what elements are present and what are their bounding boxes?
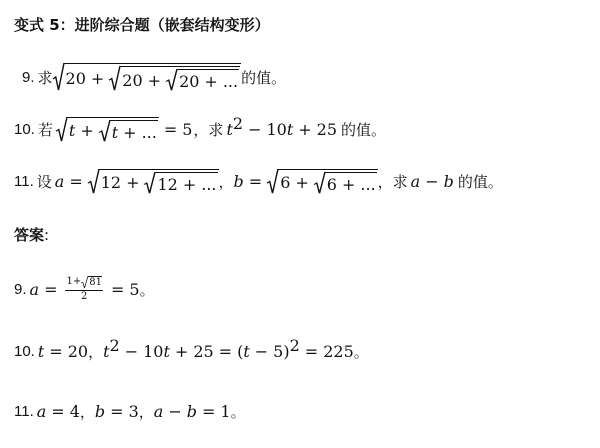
answer-10: 10. t = 20 ， t $^2$ − 10 t + 25 = ( t − 5 ) $^2$ = 225 。 bbox=[14, 335, 369, 361]
radical-sign-icon bbox=[53, 63, 64, 91]
section-title bbox=[14, 14, 270, 35]
a-inner-radical: 12 + ... bbox=[144, 172, 217, 194]
section-title-text: 变式 5：进阶综合题（嵌套结构变形） bbox=[14, 16, 270, 34]
answer-9: 9. a = 1 + 81 2 = 5 。 bbox=[14, 276, 155, 302]
answer-11: 11. a = 4 ， b = 3 ， a − b = 1 。 bbox=[14, 401, 246, 421]
radical-sign-icon bbox=[144, 172, 155, 194]
radical-sign-icon bbox=[267, 169, 278, 194]
outer-radical: 20 + 20 + 20 + ... bbox=[53, 63, 242, 91]
inner-radical: t + ... bbox=[99, 120, 158, 142]
a-outer-radical: 12 + 12 + ... bbox=[88, 169, 219, 194]
answer-fraction: 1 + 81 2 bbox=[66, 276, 102, 302]
b-inner-radical: 6 + ... bbox=[314, 172, 377, 194]
question-suffix: 的值。 bbox=[241, 68, 287, 87]
answer-number: 9. bbox=[14, 280, 27, 298]
answer-label: 答案 bbox=[14, 226, 45, 244]
question-10: 10. 若 t + t + ... = 5 ，求 t $^2$ − 10 t + 25 的值。 bbox=[14, 113, 387, 142]
radical-sign-icon bbox=[81, 276, 88, 289]
question-prefix: 求 bbox=[37, 68, 53, 87]
radical-sign-icon bbox=[99, 120, 110, 142]
radical-sign-icon bbox=[109, 66, 120, 91]
radical-sign-icon bbox=[166, 69, 177, 91]
middle-radical: 20 + 20 + ... bbox=[109, 66, 240, 91]
fraction-radical: 81 bbox=[81, 276, 102, 289]
b-outer-radical: 6 + 6 + ... bbox=[267, 169, 377, 194]
answer-number: 11. bbox=[14, 402, 34, 420]
question-number: 9. bbox=[22, 68, 35, 86]
inner-radical: 20 + ... bbox=[166, 69, 239, 91]
radical-sign-icon bbox=[314, 172, 325, 194]
outer-radical: t + t + ... bbox=[56, 117, 159, 142]
question-number: 11. bbox=[14, 172, 34, 190]
answer-number: 10. bbox=[14, 342, 35, 360]
question-11: 11. 设 a = 12 + 12 + ... ， b = 6 + 6 + ... ，求 a − b 的值。 bbox=[14, 167, 503, 195]
question-9 bbox=[22, 60, 286, 94]
answer-heading: 答案 : bbox=[14, 225, 50, 244]
question-prefix: 若 bbox=[37, 120, 53, 139]
radical-sign-icon bbox=[88, 169, 99, 194]
question-number: 10. bbox=[14, 120, 35, 138]
radical-sign-icon bbox=[56, 117, 67, 142]
